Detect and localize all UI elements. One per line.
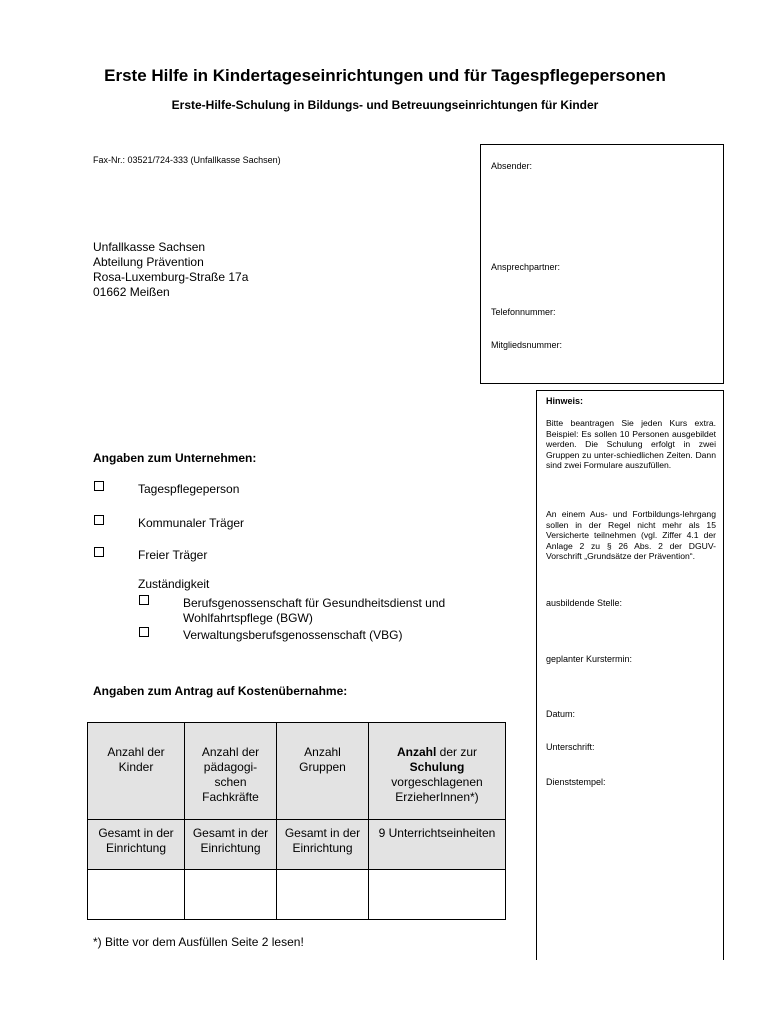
- sender-label: Absender:: [491, 161, 533, 171]
- checkbox-freier-traeger[interactable]: [94, 547, 104, 557]
- responsibility-label: Zuständigkeit: [138, 577, 210, 591]
- hint-paragraph: Bitte beantragen Sie jeden Kurs extra. Beispiel: Es sollen 10 Personen ausgebildet werden. Die Schulung erfolgt in zwei Gruppen zu unter-schiedlichen Zeiten. Dann sind zwei Formulare auszufüllen.: [546, 418, 716, 471]
- checkbox-label: Tagespflegeperson: [138, 482, 240, 496]
- totals-cell: Gesamt in der Einrichtung: [88, 820, 185, 870]
- date-label[interactable]: Datum:: [546, 709, 576, 719]
- checkbox-label: Verwaltungsberufsgenossenschaft (VBG): [183, 628, 403, 642]
- signature-label[interactable]: Unterschrift:: [546, 742, 595, 752]
- hint-paragraph: An einem Aus- und Fortbildungs-lehrgang sollen in der Regel nicht mehr als 15 Versicherte teilnehmen (vgl. Ziffer 4.1 der Anlage 2 zu § 26 Abs. 2 der DGUV-Vorschrift „Grundsätze der Prävention“.: [546, 509, 716, 562]
- input-cell-staff[interactable]: [185, 870, 277, 920]
- cost-table: [87, 722, 506, 920]
- contact-label: Ansprechpartner:: [491, 262, 561, 272]
- checkbox-label-continued: Wohlfahrtspflege (BGW): [183, 611, 313, 625]
- recipient-line: Rosa-Luxemburg-Straße 17a: [93, 270, 249, 284]
- fax-number: Fax-Nr.: 03521/724-333 (Unfallkasse Sachsen): [93, 155, 281, 165]
- column-header: Anzahl der pädagogi- schen Fachkräfte: [185, 723, 277, 820]
- column-header: Anzahl der Kinder: [88, 723, 185, 820]
- training-body-label[interactable]: ausbildende Stelle:: [546, 598, 623, 608]
- recipient-line: 01662 Meißen: [93, 285, 170, 299]
- checkbox-label: Freier Träger: [138, 548, 208, 562]
- sender-box[interactable]: [480, 144, 724, 384]
- column-header: Anzahl der zur Schulung vorgeschlagenen ErzieherInnen*): [369, 723, 506, 820]
- checkbox-bgw[interactable]: [139, 595, 149, 605]
- column-header: Anzahl Gruppen: [277, 723, 369, 820]
- company-heading: Angaben zum Unternehmen:: [93, 451, 257, 465]
- checkbox-label: Berufsgenossenschaft für Gesundheitsdienst und: [183, 596, 446, 610]
- planned-date-label[interactable]: geplanter Kurstermin:: [546, 654, 633, 664]
- member-number-label: Mitgliedsnummer:: [491, 340, 563, 350]
- phone-label: Telefonnummer:: [491, 307, 556, 317]
- recipient-line: Unfallkasse Sachsen: [93, 240, 206, 254]
- checkbox-label: Kommunaler Träger: [138, 516, 245, 530]
- input-cell-educators[interactable]: [369, 870, 506, 920]
- totals-cell: Gesamt in der Einrichtung: [277, 820, 369, 870]
- totals-cell: 9 Unterrichtseinheiten: [369, 820, 506, 870]
- hint-title: Hinweis:: [546, 396, 584, 406]
- totals-cell: Gesamt in der Einrichtung: [185, 820, 277, 870]
- input-cell-groups[interactable]: [277, 870, 369, 920]
- hint-box: [536, 390, 724, 960]
- checkbox-kommunaler-traeger[interactable]: [94, 515, 104, 525]
- document-title: Erste Hilfe in Kindertageseinrichtungen und für Tagespflegepersonen: [104, 66, 666, 85]
- recipient-address: [93, 240, 248, 300]
- checkbox-tagespflegeperson[interactable]: [94, 481, 104, 491]
- document-subtitle: Erste-Hilfe-Schulung in Bildungs- und Betreuungseinrichtungen für Kinder: [171, 98, 599, 112]
- stamp-label[interactable]: Dienststempel:: [546, 777, 606, 787]
- checkbox-vbg[interactable]: [139, 627, 149, 637]
- footnote: *) Bitte vor dem Ausfüllen Seite 2 lesen!: [93, 935, 304, 949]
- input-cell-children[interactable]: [88, 870, 185, 920]
- cost-heading: Angaben zum Antrag auf Kostenübernahme:: [93, 684, 348, 698]
- recipient-line: Abteilung Prävention: [93, 255, 204, 269]
